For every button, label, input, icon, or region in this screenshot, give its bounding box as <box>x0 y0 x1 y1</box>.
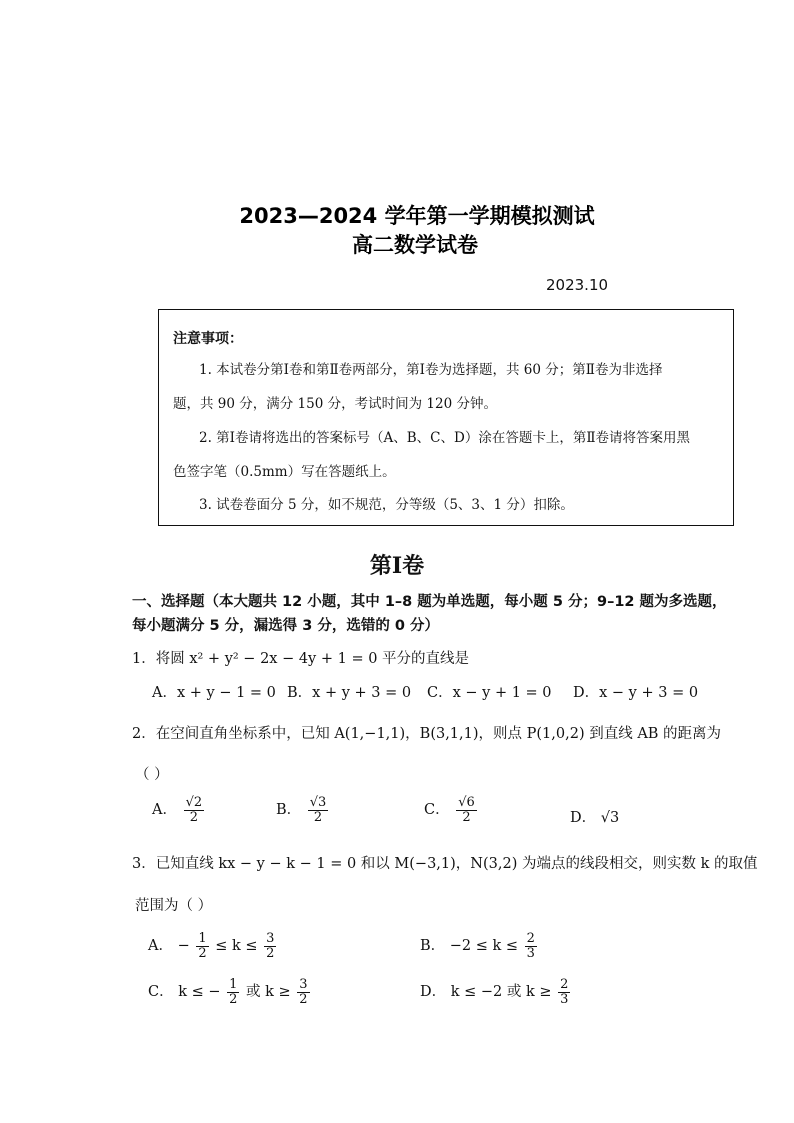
denominator: 2 <box>462 809 471 825</box>
fraction <box>456 796 477 824</box>
question-1-option-b: B．x + y + 3 = 0 <box>287 685 412 701</box>
fraction <box>184 796 205 824</box>
fraction <box>264 932 276 960</box>
question-2-option-c <box>424 796 479 824</box>
notice-line-2: 题，共 90 分，满分 150 分，考试时间为 120 分钟。 <box>173 396 497 412</box>
option-letter: C． <box>148 984 174 1001</box>
notice-line-3: 2. 第Ⅰ卷请将选出的答案标号（A、B、C、D）涂在答题卡上，第Ⅱ卷请将答案用黑 <box>199 430 691 446</box>
notice-line-1: 1. 本试卷分第Ⅰ卷和第Ⅱ卷两部分，第Ⅰ卷为选择题，共 60 分；第Ⅱ卷为非选择 <box>199 362 663 378</box>
fraction <box>558 978 570 1006</box>
option-letter: A． <box>148 938 173 955</box>
denominator: 2 <box>189 809 199 825</box>
option-value: √3 <box>600 810 620 826</box>
expr-prefix: −2 ≤ k ≤ <box>449 938 519 955</box>
notice-line-5: 3. 试卷卷面分 5 分，如不规范，分等级（5、3、1 分）扣除。 <box>199 497 574 513</box>
option-letter: D． <box>570 810 597 826</box>
numerator: √3 <box>309 795 327 810</box>
section-title: 第Ⅰ卷 <box>369 553 425 579</box>
option-letter: A． <box>152 802 177 819</box>
question-1-option-a: A．x + y − 1 = 0 <box>152 685 276 701</box>
question-1-option-d: D．x − y + 3 = 0 <box>573 685 699 701</box>
numerator: 3 <box>299 977 308 992</box>
notice-box <box>158 309 734 526</box>
numerator: 2 <box>526 931 535 946</box>
part1-heading-line2: 每小题满分 5 分，漏选得 3 分，选错的 0 分） <box>132 618 440 634</box>
option-letter: D． <box>420 984 447 1001</box>
expr-middle: 或 k ≥ <box>246 984 291 1001</box>
numerator: 3 <box>266 931 275 946</box>
numerator: √2 <box>185 795 203 810</box>
question-1-stem: 1．将圆 x² + y² − 2x − 4y + 1 = 0 平分的直线是 <box>132 651 470 667</box>
numerator: 1 <box>198 931 207 946</box>
fraction <box>308 796 329 824</box>
question-2-option-a <box>152 796 206 824</box>
fraction <box>196 932 208 960</box>
question-3-stem: 3．已知直线 kx − y − k − 1 = 0 和以 M(−3,1)，N(3,2) 为端点的线段相交，则实数 k 的取值 <box>132 856 758 872</box>
question-2-answer-bracket: （ ） <box>135 767 169 783</box>
expr-middle: ≤ k ≤ <box>215 938 258 955</box>
exam-title-line1: 2023—2024 学年第一学期模拟测试 <box>239 204 595 228</box>
numerator: 2 <box>560 977 569 992</box>
option-letter: C． <box>424 802 450 819</box>
question-2-option-d <box>570 806 619 827</box>
question-2-option-b <box>276 796 330 824</box>
numerator: √6 <box>458 795 475 810</box>
question-3-option-d <box>420 978 572 1006</box>
denominator: 3 <box>526 945 535 961</box>
part1-heading-line1: 一、选择题（本大题共 12 小题，其中 1–8 题为单选题，每小题 5 分；9–12 题为多选题， <box>132 594 727 610</box>
denominator: 2 <box>266 945 275 961</box>
expr-prefix: k ≤ − <box>178 984 221 1001</box>
question-3-option-a <box>148 932 278 960</box>
expr-prefix: k ≤ −2 或 k ≥ <box>450 984 552 1001</box>
denominator: 2 <box>299 991 308 1007</box>
denominator: 2 <box>229 991 238 1007</box>
option-letter: B． <box>420 938 446 955</box>
fraction <box>525 932 537 960</box>
option-letter: B． <box>276 802 302 819</box>
denominator: 2 <box>313 809 323 825</box>
expr-prefix: − <box>177 938 190 955</box>
denominator: 3 <box>560 991 569 1007</box>
notice-line-4: 色签字笔（0.5mm）写在答题纸上。 <box>173 464 396 480</box>
question-3-option-c <box>148 978 312 1006</box>
question-1-option-c: C．x − y + 1 = 0 <box>427 685 552 701</box>
fraction <box>297 978 309 1006</box>
exam-title-line2: 高二数学试卷 <box>352 233 478 257</box>
fraction <box>227 978 239 1006</box>
denominator: 2 <box>198 945 207 961</box>
notice-title: 注意事项： <box>173 331 243 347</box>
question-3-stem-continued: 范围为（ ） <box>135 898 213 914</box>
numerator: 1 <box>229 977 238 992</box>
question-2-stem: 2．在空间直角坐标系中，已知 A(1,−1,1)，B(3,1,1)，则点 P(1,0,2) 到直线 AB 的距离为 <box>132 726 722 742</box>
question-3-option-b <box>420 932 539 960</box>
exam-date: 2023.10 <box>546 276 609 294</box>
